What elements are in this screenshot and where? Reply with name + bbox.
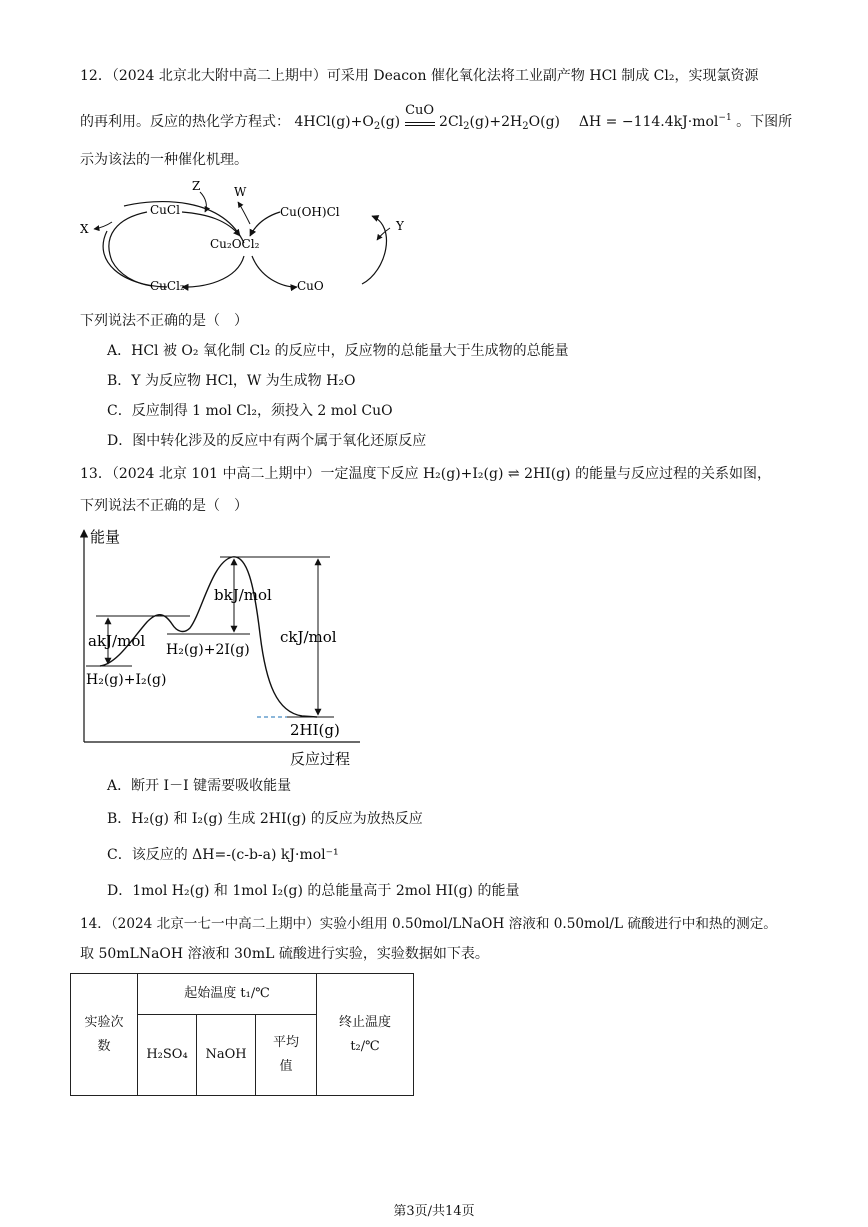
q12-delta-h	[579, 114, 732, 130]
q12-equation	[294, 103, 560, 137]
header-start-temp: 起始温度 t₁/℃	[138, 974, 317, 1015]
q13-equation: H₂(g)+I₂(g) ⇌ 2HI(g)	[422, 466, 571, 482]
header-trial-text: 实验次数	[84, 1014, 124, 1054]
q13-option-a: A．断开 I－I 键需要吸收能量	[107, 778, 292, 794]
label-mid-state: H₂(g)+2I(g)	[166, 642, 250, 658]
q12-option-c: C．反应制得 1 mol Cl₂，须投入 2 mol CuO	[107, 403, 393, 419]
header-h2so4: H₂SO₄	[138, 1015, 197, 1096]
left-cycle-lower-right	[182, 256, 244, 287]
w-arrow	[238, 202, 250, 224]
left-cycle-left	[109, 212, 152, 286]
label-w: W	[234, 185, 247, 199]
eq-left-sub: 2	[373, 121, 381, 132]
label-start-state: H₂(g)+I₂(g)	[86, 672, 167, 688]
label-a: akJ/mol	[88, 632, 146, 650]
catalytic-cycle-diagram	[72, 176, 432, 306]
label-c: ckJ/mol	[280, 628, 337, 646]
x-axis-label: 反应过程	[290, 750, 351, 768]
label-end-state: 2HI(g)	[290, 721, 340, 739]
y-arrow	[377, 228, 390, 240]
label-cucl: CuCl	[150, 203, 180, 217]
header-average-text: 平均值	[272, 1035, 299, 1074]
right-cycle-lower-left	[252, 256, 297, 287]
q12-line2-prefix: 的再利用。反应的热化学方程式：	[80, 114, 290, 130]
right-cycle-right	[362, 216, 386, 284]
q13-line1	[80, 464, 771, 484]
q12-option-d: D．图中转化涉及的反应中有两个属于氧化还原反应	[107, 433, 427, 449]
label-cuo: CuO	[297, 279, 324, 293]
label-b: bkJ/mol	[214, 586, 272, 604]
y-axis-label: 能量	[90, 528, 121, 546]
header-trial	[71, 974, 138, 1096]
energy-profile-diagram	[72, 524, 372, 770]
q12-line2	[80, 103, 793, 137]
eq-right-tail: O(g)	[528, 114, 560, 130]
label-cuohcl: Cu(OH)Cl	[280, 205, 340, 219]
q12-line3: 示为该法的一种催化机理。	[80, 152, 248, 168]
q14-line1: 14．（2024 北京一七一中高二上期中）实验小组用 0.50mol/LNaOH 溶液和 0.50mol/L 硫酸进行中和热的测定。	[80, 916, 777, 932]
right-cycle-top	[250, 212, 280, 236]
q13-stem: 下列说法不正确的是（ ）	[80, 498, 248, 514]
dh-value: ΔH = −114.4kJ·mol	[578, 114, 719, 130]
eq-right-mid: (g)+2H	[469, 114, 523, 130]
eq-right-sub2: 2	[522, 121, 529, 132]
q12-line1: 12．（2024 北京北大附中高二上期中）可采用 Deacon 催化氧化法将工业副产物 HCl 制成 Cl₂，实现氯资源	[80, 68, 759, 84]
experiment-data-table	[70, 973, 414, 1096]
label-cu2ocl2: Cu₂OCl₂	[210, 237, 260, 251]
q13-option-b: B．H₂(g) 和 I₂(g) 生成 2HI(g) 的反应为放热反应	[107, 811, 423, 827]
q13-option-d: D．1mol H₂(g) 和 1mol I₂(g) 的总能量高于 2mol HI(g) 的能量	[107, 883, 520, 899]
q13-option-c: C．该反应的 ΔH=-(c-b-a) kJ·mol⁻¹	[107, 847, 339, 863]
label-y: Y	[396, 219, 404, 233]
header-end-temp-text: 终止温度 t₂/℃	[338, 1014, 391, 1054]
dh-sup: −1	[718, 113, 732, 123]
catalyst-arrow	[405, 103, 435, 126]
label-x: X	[80, 222, 89, 236]
eq-right: 2Cl	[439, 114, 464, 130]
label-z: Z	[192, 179, 201, 193]
q12-option-a: A．HCl 被 O₂ 氧化制 Cl₂ 的反应中，反应物的总能量大于生成物的总能量	[107, 343, 569, 359]
label-cucl2: CuCl₂	[150, 279, 185, 293]
eq-right-sub: 2	[463, 121, 470, 132]
header-naoh: NaOH	[197, 1015, 256, 1096]
q13-line1-prefix: 13．（2024 北京 101 中高二上期中）一定温度下反应	[80, 466, 419, 482]
catalyst-label: CuO	[405, 103, 435, 118]
q14-line2: 取 50mLNaOH 溶液和 30mL 硫酸进行实验，实验数据如下表。	[80, 946, 489, 962]
header-end-temp	[317, 974, 414, 1096]
header-average	[256, 1015, 317, 1096]
eq-left: 4HCl(g)+O	[294, 114, 374, 130]
q12-stem: 下列说法不正确的是（ ）	[80, 313, 248, 329]
eq-left-tail: (g)	[380, 114, 401, 130]
page-footer: 第3页/共14页	[393, 1204, 475, 1219]
q12-line2-suffix: 。下图所	[736, 114, 793, 130]
q12-option-b: B．Y 为反应物 HCl，W 为生成物 H₂O	[107, 373, 356, 389]
x-arrow	[94, 222, 112, 229]
q13-line1-suffix: 的能量与反应过程的关系如图，	[575, 466, 772, 482]
